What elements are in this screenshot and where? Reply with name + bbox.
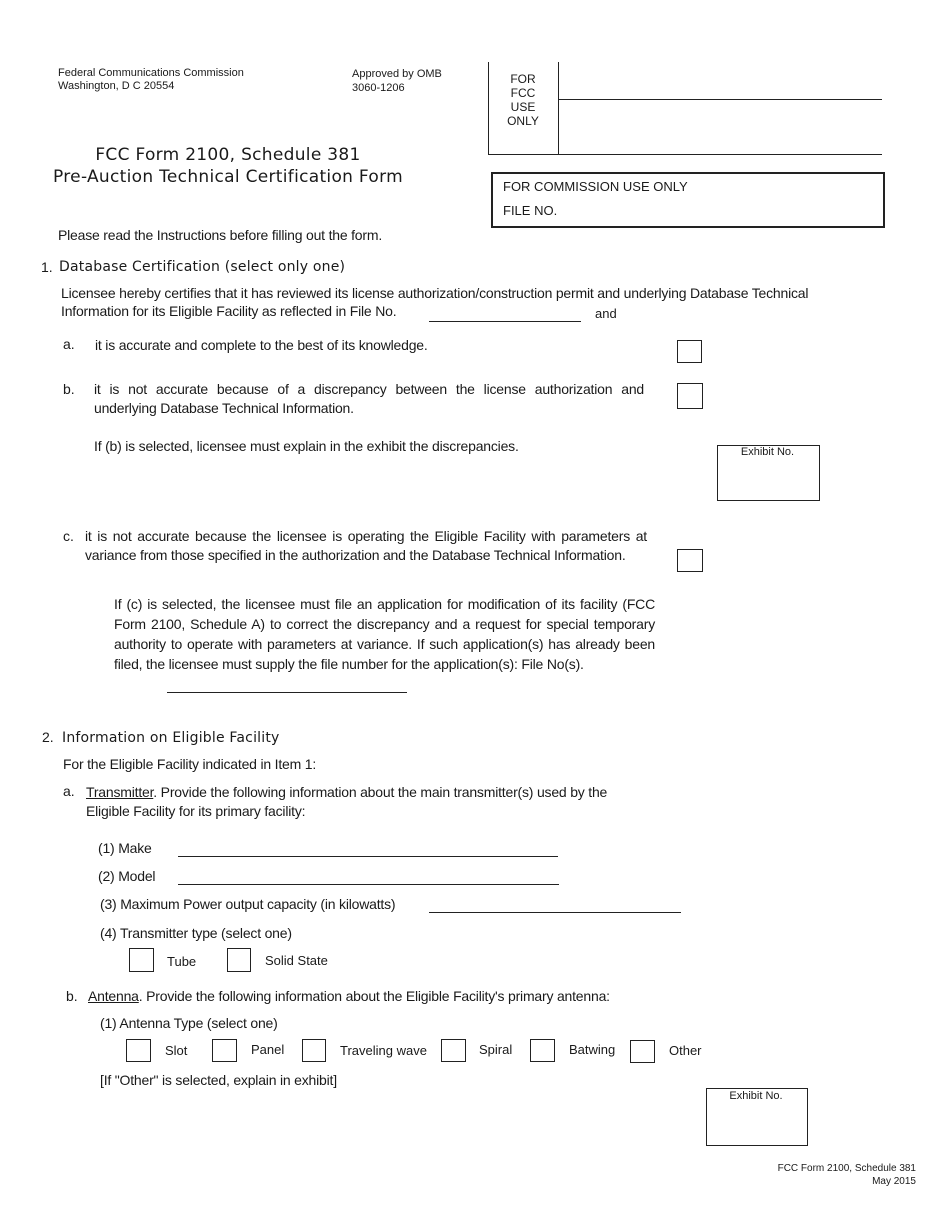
- agency-address: Washington, D C 20554: [58, 80, 175, 92]
- commission-use-label: FOR COMMISSION USE ONLY: [503, 179, 688, 194]
- file-no-label: FILE NO.: [503, 203, 558, 218]
- option-c-letter: c.: [63, 528, 74, 544]
- fcc-use-label: [490, 72, 556, 128]
- form-title-line1: FCC Form 2100, Schedule 381: [95, 145, 361, 165]
- make-input[interactable]: [178, 856, 558, 857]
- instructions-note: Please read the Instructions before filling out the form.: [58, 227, 383, 243]
- section2-heading: Information on Eligible Facility: [62, 730, 280, 746]
- option-a-letter: a.: [63, 336, 75, 352]
- section1-number: 1.: [41, 259, 53, 275]
- agency-block: [58, 67, 244, 93]
- traveling-wave-checkbox[interactable]: [302, 1039, 326, 1062]
- footer-date: May 2015: [872, 1176, 916, 1187]
- antenna-type-label: (1) Antenna Type (select one): [100, 1015, 278, 1031]
- panel-label: Panel: [251, 1042, 285, 1057]
- option-b-checkbox[interactable]: [677, 383, 703, 409]
- omb-number: 3060-1206: [352, 82, 405, 94]
- tube-label: Tube: [167, 954, 197, 969]
- form-title: [40, 144, 416, 188]
- section1-heading: Database Certification (select only one): [59, 259, 346, 275]
- option-b-note: If (b) is selected, licensee must explain in the exhibit the discrepancies.: [94, 438, 519, 454]
- option-b-letter: b.: [63, 381, 75, 397]
- solid-state-label: Solid State: [265, 953, 328, 968]
- other-checkbox[interactable]: [630, 1040, 655, 1063]
- antenna-letter: b.: [66, 988, 78, 1004]
- transmitter-letter: a.: [63, 783, 75, 799]
- transmitter-paragraph: [86, 783, 636, 821]
- other-note: [If "Other" is selected, explain in exhibit]: [100, 1072, 337, 1088]
- footer: [778, 1162, 916, 1188]
- power-label: (3) Maximum Power output capacity (in kilowatts): [100, 896, 396, 912]
- model-input[interactable]: [178, 884, 559, 885]
- and-label: and: [595, 306, 617, 321]
- option-c-text: it is not accurate because the licensee is operating the Eligible Facility with parameters at variance from those specified in the authorization and the Database Technical Information.: [85, 528, 647, 563]
- spiral-label: Spiral: [479, 1042, 513, 1057]
- slot-checkbox[interactable]: [126, 1039, 151, 1062]
- agency-name: Federal Communications Commission: [58, 67, 244, 79]
- panel-checkbox[interactable]: [212, 1039, 237, 1062]
- fcc-use-word-4: ONLY: [507, 114, 539, 128]
- commission-use-text: [503, 175, 688, 223]
- antenna-text: . Provide the following information about the Eligible Facility's primary antenna:: [138, 988, 610, 1004]
- batwing-label: Batwing: [569, 1042, 616, 1057]
- omb-approval: Approved by OMB: [352, 68, 442, 80]
- option-a-text: it is accurate and complete to the best of its knowledge.: [95, 337, 428, 353]
- antenna-paragraph: [88, 988, 610, 1004]
- option-c-checkbox[interactable]: [677, 549, 703, 572]
- form-title-line2: Pre-Auction Technical Certification Form: [53, 167, 403, 187]
- fcc-use-bottom-border: [488, 154, 882, 155]
- spiral-checkbox[interactable]: [441, 1039, 466, 1062]
- option-b-text: it is not accurate because of a discrepancy between the license authorization and underlying Database Technical Information.: [94, 381, 644, 416]
- slot-label: Slot: [165, 1043, 188, 1058]
- transmitter-text: . Provide the following information about the main transmitter(s) used by the Eligible Facility for its primary facility:: [86, 784, 608, 819]
- file-nos-input[interactable]: [167, 692, 407, 693]
- exhibit-label-1: Exhibit No.: [740, 446, 795, 458]
- solid-state-checkbox[interactable]: [227, 948, 251, 972]
- footer-form-name: FCC Form 2100, Schedule 381: [777, 1163, 916, 1174]
- transmitter-title: Transmitter: [86, 784, 154, 800]
- power-input[interactable]: [429, 912, 681, 913]
- fcc-use-word-2: FCC: [510, 86, 536, 100]
- make-label: (1) Make: [98, 840, 152, 856]
- section2-number: 2.: [42, 729, 54, 745]
- batwing-checkbox[interactable]: [530, 1039, 555, 1062]
- option-a-checkbox[interactable]: [677, 340, 702, 363]
- other-label: Other: [669, 1043, 702, 1058]
- file-no-input[interactable]: [429, 321, 581, 322]
- omb-block: [352, 67, 442, 95]
- tube-checkbox[interactable]: [129, 948, 154, 972]
- fcc-use-word-3: USE: [510, 100, 536, 114]
- antenna-title: Antenna: [88, 988, 139, 1004]
- fcc-use-divider: [558, 62, 559, 155]
- option-c-note: If (c) is selected, the licensee must file an application for modification of its facility (FCC Form 2100, Schedule A) to correct the discrepancy and a request for special temporary authority to operate with parameters at variance. If such application(s) has already been filed, the licensee must supply the file number for the application(s): File No(s).: [114, 596, 655, 672]
- transmitter-type-label: (4) Transmitter type (select one): [100, 925, 292, 941]
- exhibit-label-2: Exhibit No.: [729, 1090, 783, 1102]
- model-label: (2) Model: [98, 868, 156, 884]
- fcc-use-line: [558, 99, 882, 100]
- fcc-use-word-1: FOR: [510, 72, 536, 86]
- certification-statement: Licensee hereby certifies that it has reviewed its license authorization/construction permit and underlying Database Technical Information for its Eligible Facility as reflected in File No.: [61, 285, 809, 319]
- section2-intro: For the Eligible Facility indicated in Item 1:: [63, 756, 317, 772]
- traveling-wave-label: Traveling wave: [340, 1043, 427, 1058]
- fcc-use-left-border: [488, 62, 489, 155]
